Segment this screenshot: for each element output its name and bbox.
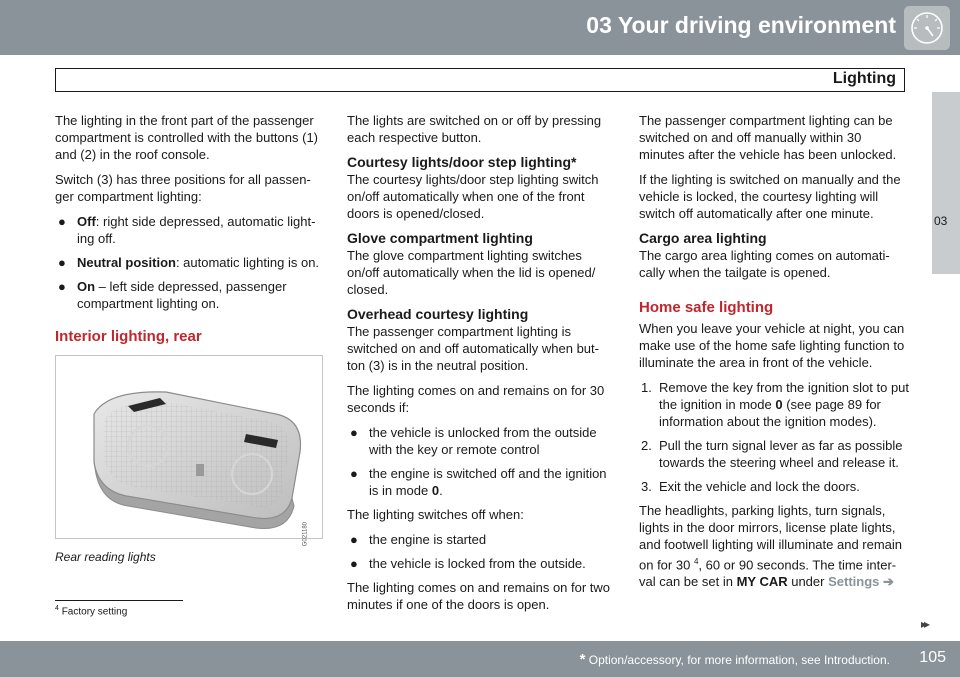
arrow-right-icon: ➔ xyxy=(879,574,894,590)
gauge-icon xyxy=(904,6,950,50)
locked-paragraph: If the lighting is switched on manually and the vehicle is locked, the courtesy lighting will switch off automatically after one minute. xyxy=(639,172,901,221)
bullet-icon: ● xyxy=(350,466,358,481)
bullet-text: : right side depressed, automatic light-ing off. xyxy=(77,214,316,246)
column-2 xyxy=(347,112,615,621)
cargo-paragraph: The cargo area lighting comes on automati-cally when the tailgate is opened. xyxy=(639,248,890,280)
bullet-text: – left side depressed, passenger compartment lighting on. xyxy=(77,279,287,311)
mode-value: 0 xyxy=(431,483,440,498)
step-text-end: (see page 89 for information about the ignition modes). xyxy=(659,397,881,429)
step-number: 3. xyxy=(641,479,652,494)
footer-note-text: Option/accessory, for more information, see Introduction. xyxy=(585,653,890,667)
bullet-text: : automatic lighting is on. xyxy=(175,255,320,270)
page-number: 105 xyxy=(919,649,946,666)
list-item xyxy=(639,478,909,495)
bullet-text: the engine is switched off and the ignition is in mode xyxy=(369,466,607,498)
list-item xyxy=(639,437,909,471)
list-item xyxy=(347,424,615,458)
bullet-text: the engine is started xyxy=(369,532,487,547)
glove-paragraph: The glove compartment lighting switches on/off automatically when the lid is opened/ closed. xyxy=(347,248,596,297)
next-page-icon: ▸▸ xyxy=(921,617,928,631)
bullet-icon: ● xyxy=(58,214,66,229)
overhead-paragraph: The passenger compartment lighting is switched on and off automatically when but-ton (3) is in the neutral position. xyxy=(347,324,599,373)
step-number: 2. xyxy=(641,438,652,453)
two-minutes-paragraph: The lighting comes on and remains on for two minutes if one of the doors is open. xyxy=(347,580,611,612)
bullet-term: On xyxy=(77,279,96,294)
buttons-paragraph: The lights are switched on or off by pressing each respective button. xyxy=(347,113,602,145)
section-title: Lighting xyxy=(832,70,896,87)
settings-link[interactable]: Settings xyxy=(828,574,880,590)
mode-value: 0 xyxy=(775,397,783,412)
bullet-text: the vehicle is unlocked from the outside with the key or remote control xyxy=(369,425,597,457)
footnote-ref: 4 xyxy=(693,557,699,566)
final-text-a: The headlights, parking lights, turn signals, lights in the door mirrors, license plate lights, and footwell lighting will illuminate and remain on for 30 xyxy=(639,503,903,573)
bullet-text: the vehicle is locked from the outside. xyxy=(369,556,586,571)
section-header xyxy=(55,68,905,92)
asterisk-mark: * xyxy=(579,651,586,668)
home-safe-heading: Home safe lighting xyxy=(639,299,774,316)
bullet-neutral xyxy=(55,254,323,271)
rear-reading-lights-figure xyxy=(55,355,323,547)
bullet-term: Neutral position xyxy=(77,255,176,270)
cargo-heading: Cargo area lighting xyxy=(639,230,767,246)
column-1 xyxy=(55,112,323,566)
column-3 xyxy=(639,112,909,598)
footnote-number: 4 xyxy=(55,605,59,612)
manual-paragraph: The passenger compartment lighting can be switched on and off manually within 30 minutes after the vehicle has been unlocked. xyxy=(639,113,897,162)
footer-bar xyxy=(0,641,960,677)
interior-rear-heading: Interior lighting, rear xyxy=(55,328,202,345)
intro-paragraph: The lighting in the front part of the passenger compartment is controlled with the buttons (1) and (2) in the roof console. xyxy=(55,113,319,162)
chapter-side-tab xyxy=(932,92,960,274)
courtesy-heading: Courtesy lights/door step lighting* xyxy=(347,154,577,170)
final-text-under: under xyxy=(787,574,829,590)
final-text-b: , 60 or 90 seconds. The time inter-val can be set in xyxy=(639,557,897,590)
list-item xyxy=(347,531,615,548)
bullet-term: Off xyxy=(77,214,96,229)
home-safe-paragraph: When you leave your vehicle at night, you can make use of the home safe lighting function to illuminate the area in front of the vehicle. xyxy=(639,321,905,370)
switch-paragraph: Switch (3) has three positions for all passen-ger compartment lighting: xyxy=(55,172,311,204)
list-item xyxy=(347,465,615,499)
bullet-icon: ● xyxy=(350,532,358,547)
final-paragraph xyxy=(639,502,909,590)
footnote xyxy=(55,605,127,617)
figure-caption: Rear reading lights xyxy=(55,550,156,564)
figure-code: G021180 xyxy=(302,522,308,547)
step-text: Pull the turn signal lever as far as possible towards the steering wheel and release it. xyxy=(659,438,903,470)
bullet-icon: ● xyxy=(58,279,66,294)
my-car-label: MY CAR xyxy=(736,574,788,590)
chapter-title: 03 Your driving environment xyxy=(586,12,896,38)
glove-heading: Glove compartment lighting xyxy=(347,230,533,246)
courtesy-paragraph: The courtesy lights/door step lighting switch on/off automatically when one of the front doors is opened/closed. xyxy=(347,172,599,221)
bullet-on xyxy=(55,278,323,312)
footnote-text: Factory setting xyxy=(61,606,128,618)
comes-on-paragraph: The lighting comes on and remains on for 30 seconds if: xyxy=(347,383,605,415)
header-bar xyxy=(0,0,960,55)
rear-reading-light-illustration xyxy=(56,356,322,538)
bullet-text-end: . xyxy=(439,483,443,498)
bullet-icon: ● xyxy=(350,556,358,571)
footer-note xyxy=(580,651,890,668)
step-text: Exit the vehicle and lock the doors. xyxy=(659,479,860,494)
bullet-icon: ● xyxy=(350,425,358,440)
bullet-icon: ● xyxy=(58,255,66,270)
bullet-off xyxy=(55,213,323,247)
chapter-side-tab-number: 03 xyxy=(934,214,948,228)
list-item xyxy=(639,379,909,430)
overhead-heading: Overhead courtesy lighting xyxy=(347,306,529,322)
step-number: 1. xyxy=(641,380,652,395)
switches-off-paragraph: The lighting switches off when: xyxy=(347,507,524,522)
list-item xyxy=(347,555,615,572)
step-text: Remove the key from the ignition slot to put the ignition in mode xyxy=(659,380,910,412)
footnote-divider xyxy=(55,600,183,601)
